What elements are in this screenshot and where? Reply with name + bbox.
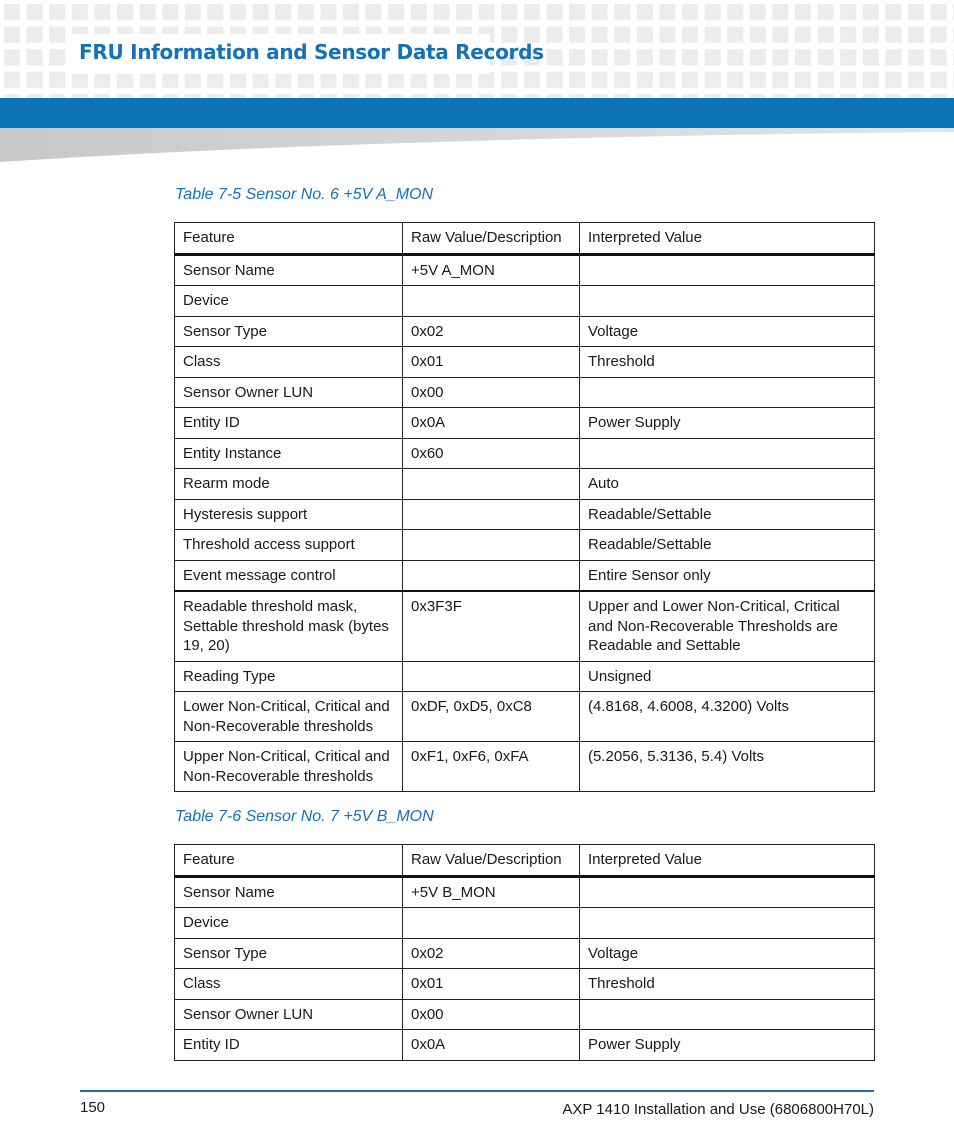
cell-feature: Sensor Name xyxy=(175,254,403,286)
table-caption-7-5: Table 7-5 Sensor No. 6 +5V A_MON xyxy=(175,186,434,203)
table-header-row xyxy=(175,845,875,877)
table-row xyxy=(175,254,875,286)
cell-raw: 0xDF, 0xD5, 0xC8 xyxy=(403,692,580,742)
column-header-raw-value: Raw Value/Description xyxy=(403,223,580,255)
footer-rule xyxy=(80,1090,874,1092)
cell-feature: Upper Non-Critical, Critical and Non-Recoverable thresholds xyxy=(175,742,403,792)
cell-raw: 0x01 xyxy=(403,347,580,378)
cell-interpreted: Power Supply xyxy=(580,1030,875,1061)
table-row xyxy=(175,742,875,792)
cell-interpreted: Entire Sensor only xyxy=(580,560,875,591)
cell-raw xyxy=(403,499,580,530)
cell-interpreted xyxy=(580,254,875,286)
table-row xyxy=(175,316,875,347)
cell-raw xyxy=(403,469,580,500)
cell-interpreted: Voltage xyxy=(580,316,875,347)
cell-interpreted: Voltage xyxy=(580,938,875,969)
cell-raw: 0x02 xyxy=(403,316,580,347)
cell-feature: Entity ID xyxy=(175,408,403,439)
table-row xyxy=(175,1030,875,1061)
table-row xyxy=(175,408,875,439)
table-row xyxy=(175,999,875,1030)
cell-feature: Sensor Type xyxy=(175,938,403,969)
cell-feature: Rearm mode xyxy=(175,469,403,500)
cell-interpreted xyxy=(580,286,875,317)
cell-raw: 0x00 xyxy=(403,377,580,408)
cell-interpreted xyxy=(580,999,875,1030)
cell-interpreted: (5.2056, 5.3136, 5.4) Volts xyxy=(580,742,875,792)
cell-interpreted xyxy=(580,876,875,908)
page-number: 150 xyxy=(80,1099,106,1116)
header-grey-swoosh xyxy=(0,128,954,164)
cell-interpreted: Unsigned xyxy=(580,661,875,692)
document-reference: AXP 1410 Installation and Use (6806800H70L) xyxy=(562,1101,874,1118)
table-row xyxy=(175,438,875,469)
cell-raw: 0x3F3F xyxy=(403,591,580,661)
table-row xyxy=(175,560,875,591)
sensor-table-b-mon xyxy=(174,844,875,1061)
table-row xyxy=(175,530,875,561)
cell-feature: Class xyxy=(175,969,403,1000)
cell-raw: +5V B_MON xyxy=(403,876,580,908)
cell-interpreted: Readable/Settable xyxy=(580,530,875,561)
cell-interpreted: (4.8168, 4.6008, 4.3200) Volts xyxy=(580,692,875,742)
cell-feature: Sensor Name xyxy=(175,876,403,908)
table-row xyxy=(175,692,875,742)
table-row xyxy=(175,969,875,1000)
table-row xyxy=(175,347,875,378)
cell-raw xyxy=(403,560,580,591)
page-title: FRU Information and Sensor Data Records xyxy=(79,40,544,64)
table-row xyxy=(175,591,875,661)
column-header-raw-value: Raw Value/Description xyxy=(403,845,580,877)
table-row xyxy=(175,286,875,317)
table-row xyxy=(175,661,875,692)
table-caption-7-6: Table 7-6 Sensor No. 7 +5V B_MON xyxy=(175,808,434,825)
table-row xyxy=(175,499,875,530)
cell-interpreted: Auto xyxy=(580,469,875,500)
cell-raw: +5V A_MON xyxy=(403,254,580,286)
cell-interpreted: Upper and Lower Non-Critical, Critical and Non-Recoverable Thresholds are Readable and Settable xyxy=(580,591,875,661)
cell-raw xyxy=(403,661,580,692)
cell-feature: Entity Instance xyxy=(175,438,403,469)
cell-feature: Device xyxy=(175,908,403,939)
cell-feature: Sensor Owner LUN xyxy=(175,999,403,1030)
table-row xyxy=(175,469,875,500)
cell-raw: 0x02 xyxy=(403,938,580,969)
cell-raw: 0xF1, 0xF6, 0xFA xyxy=(403,742,580,792)
table-row xyxy=(175,908,875,939)
column-header-interpreted-value: Interpreted Value xyxy=(580,223,875,255)
cell-interpreted: Readable/Settable xyxy=(580,499,875,530)
cell-raw: 0x0A xyxy=(403,1030,580,1061)
cell-feature: Sensor Type xyxy=(175,316,403,347)
cell-raw xyxy=(403,286,580,317)
cell-feature: Event message control xyxy=(175,560,403,591)
table-row xyxy=(175,876,875,908)
table-row xyxy=(175,377,875,408)
column-header-feature: Feature xyxy=(175,223,403,255)
cell-raw: 0x00 xyxy=(403,999,580,1030)
cell-feature: Reading Type xyxy=(175,661,403,692)
cell-feature: Class xyxy=(175,347,403,378)
cell-interpreted xyxy=(580,377,875,408)
table-row xyxy=(175,938,875,969)
cell-feature: Threshold access support xyxy=(175,530,403,561)
cell-raw xyxy=(403,908,580,939)
cell-feature: Lower Non-Critical, Critical and Non-Recoverable thresholds xyxy=(175,692,403,742)
column-header-feature: Feature xyxy=(175,845,403,877)
cell-raw: 0x0A xyxy=(403,408,580,439)
cell-feature: Device xyxy=(175,286,403,317)
column-header-interpreted-value: Interpreted Value xyxy=(580,845,875,877)
sensor-table-a-mon xyxy=(174,222,875,792)
cell-feature: Hysteresis support xyxy=(175,499,403,530)
header-blue-bar xyxy=(0,98,954,128)
cell-interpreted: Power Supply xyxy=(580,408,875,439)
cell-interpreted: Threshold xyxy=(580,969,875,1000)
cell-interpreted: Threshold xyxy=(580,347,875,378)
cell-feature: Entity ID xyxy=(175,1030,403,1061)
table-header-row xyxy=(175,223,875,255)
cell-interpreted xyxy=(580,438,875,469)
cell-feature: Sensor Owner LUN xyxy=(175,377,403,408)
cell-raw: 0x01 xyxy=(403,969,580,1000)
cell-raw: 0x60 xyxy=(403,438,580,469)
cell-interpreted xyxy=(580,908,875,939)
cell-raw xyxy=(403,530,580,561)
cell-feature: Readable threshold mask, Settable threshold mask (bytes 19, 20) xyxy=(175,591,403,661)
